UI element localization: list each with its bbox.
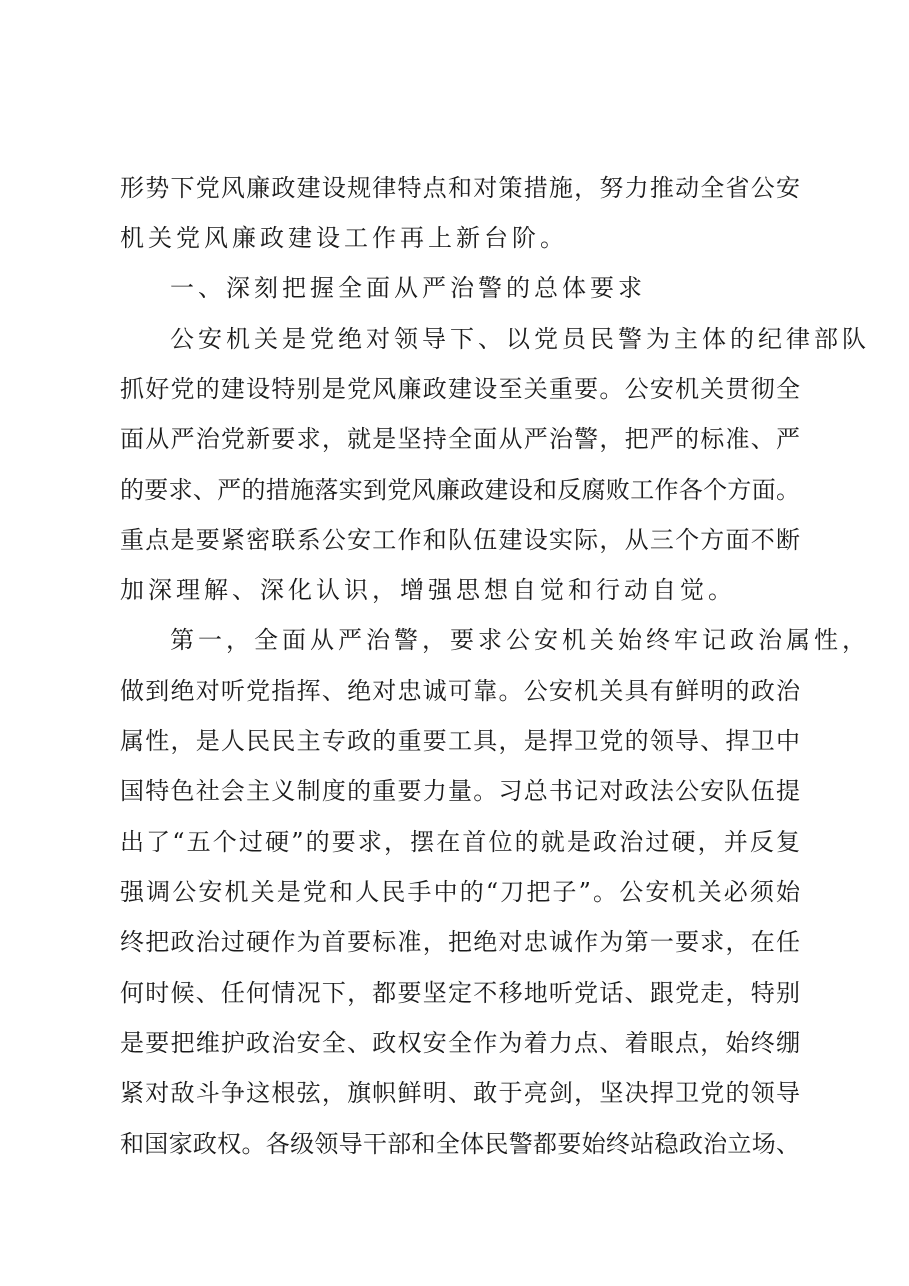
text-line: 面从严治党新要求，就是坚持全面从严治警，把严的标准、严 xyxy=(120,425,802,453)
text-line: 形势下党风廉政建设规律特点和对策措施，努力推动全省公安 xyxy=(120,174,802,202)
text-line: 的要求、严的措施落实到党风廉政建设和反腐败工作各个方面。 xyxy=(120,476,801,504)
paragraph-start-line: 第一，全面从严治警，要求公安机关始终牢记政治属性， xyxy=(170,626,870,654)
paragraph-start-line: 公安机关是党绝对领导下、以党员民警为主体的纪律部队 xyxy=(170,325,870,353)
text-line: 抓好党的建设特别是党风廉政建设至关重要。公安机关贯彻全 xyxy=(120,375,802,403)
section-heading: 一、深刻把握全面从严治警的总体要求 xyxy=(170,274,646,302)
text-line: 何时候、任何情况下，都要坚定不移地听党话、跟党走，特别 xyxy=(120,979,802,1007)
text-line: 国特色社会主义制度的重要力量。习总书记对政法公安队伍提 xyxy=(120,777,802,805)
text-line: 出了“五个过硬”的要求，摆在首位的就是政治过硬，并反复 xyxy=(120,828,803,856)
text-line: 紧对敌斗争这根弦，旗帜鲜明、敢于亮剑，坚决捍卫党的领导 xyxy=(120,1079,802,1107)
text-line: 强调公安机关是党和人民手中的“刀把子”。公安机关必须始 xyxy=(120,878,803,906)
text-line: 做到绝对听党指挥、绝对忠诚可靠。公安机关具有鲜明的政治 xyxy=(120,677,802,705)
text-line: 重点是要紧密联系公安工作和队伍建设实际，从三个方面不断 xyxy=(120,526,802,554)
text-line: 机关党风廉政建设工作再上新台阶。 xyxy=(120,224,568,252)
text-line: 加深理解、深化认识，增强思想自觉和行动自觉。 xyxy=(120,576,736,604)
text-line: 属性，是人民民主专政的重要工具，是捍卫党的领导、捍卫中 xyxy=(120,727,802,755)
text-line: 和国家政权。各级领导干部和全体民警都要始终站稳政治立场、 xyxy=(120,1130,801,1158)
text-line: 是要把维护政治安全、政权安全作为着力点、着眼点，始终绷 xyxy=(120,1029,802,1057)
text-line: 终把政治过硬作为首要标准，把绝对忠诚作为第一要求，在任 xyxy=(120,928,802,956)
